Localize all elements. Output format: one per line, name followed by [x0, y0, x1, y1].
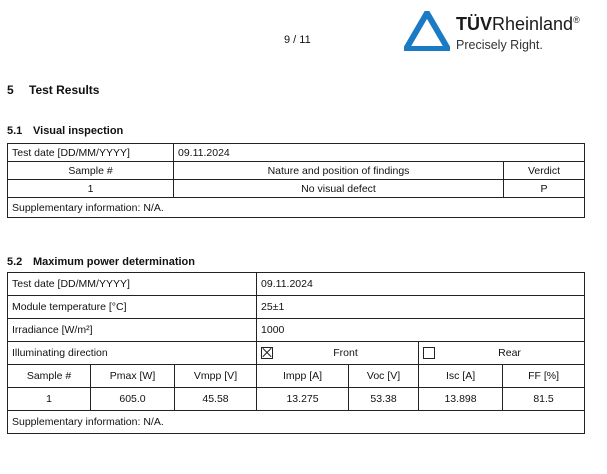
- col-findings: Nature and position of findings: [174, 162, 504, 180]
- table-row: [8, 411, 585, 434]
- table-header-row: [8, 162, 585, 180]
- front-checkbox[interactable]: [261, 347, 273, 359]
- section-number: 5: [7, 83, 14, 97]
- section-title: Test Results: [29, 83, 100, 97]
- irradiance-label: Irradiance [W/m²]: [8, 319, 257, 342]
- rear-checkbox[interactable]: [423, 347, 435, 359]
- test-date-label: Test date [DD/MM/YYYY]: [8, 273, 257, 296]
- table-row: [8, 388, 585, 411]
- test-date-label: Test date [DD/MM/YYYY]: [8, 144, 174, 162]
- visual-inspection-heading: 5.1 Visual inspection: [7, 125, 124, 137]
- col-pmax: Pmax [W]: [91, 365, 175, 388]
- table-header-row: [8, 365, 585, 388]
- col-impp: Impp [A]: [257, 365, 349, 388]
- cell-ff: 81.5: [503, 388, 585, 411]
- cell-impp: 13.275: [257, 388, 349, 411]
- table-row: [8, 296, 585, 319]
- supplementary-info: Supplementary information: N/A.: [8, 411, 585, 434]
- col-isc: Isc [A]: [419, 365, 503, 388]
- col-verdict: Verdict: [504, 162, 585, 180]
- cell-pmax: 605.0: [91, 388, 175, 411]
- test-date-value: 09.11.2024: [174, 144, 585, 162]
- irradiance-value: 1000: [257, 319, 585, 342]
- table-row: [8, 342, 585, 365]
- max-power-table: [7, 272, 585, 434]
- module-temp-value: 25±1: [257, 296, 585, 319]
- table-row: [8, 180, 585, 198]
- table-row: [8, 198, 585, 218]
- table-row: [8, 273, 585, 296]
- triangle-logo-icon: [404, 11, 450, 51]
- cell-findings: No visual defect: [174, 180, 504, 198]
- col-sample: Sample #: [8, 162, 174, 180]
- rear-option[interactable]: [419, 342, 585, 365]
- rear-label: Rear: [498, 347, 521, 359]
- front-label: Front: [333, 347, 358, 359]
- col-ff: FF [%]: [503, 365, 585, 388]
- col-sample: Sample #: [8, 365, 91, 388]
- cell-sample: 1: [8, 388, 91, 411]
- table-row: [8, 144, 585, 162]
- col-voc: Voc [V]: [349, 365, 419, 388]
- max-power-heading: 5.2 Maximum power determination: [7, 256, 195, 268]
- tuv-logo: [398, 5, 603, 63]
- logo-brand: TÜVRheinland®: [456, 14, 580, 34]
- section-heading: [7, 83, 99, 97]
- test-date-value: 09.11.2024: [257, 273, 585, 296]
- logo-tagline: Precisely Right.: [456, 38, 543, 52]
- cell-sample: 1: [8, 180, 174, 198]
- page-number: 9 / 11: [284, 34, 311, 46]
- front-option[interactable]: [257, 342, 419, 365]
- visual-inspection-table: [7, 143, 585, 218]
- cell-vmpp: 45.58: [175, 388, 257, 411]
- cell-isc: 13.898: [419, 388, 503, 411]
- table-row: [8, 319, 585, 342]
- module-temp-label: Module temperature [°C]: [8, 296, 257, 319]
- col-vmpp: Vmpp [V]: [175, 365, 257, 388]
- cell-verdict: P: [504, 180, 585, 198]
- cell-voc: 53.38: [349, 388, 419, 411]
- supplementary-info: Supplementary information: N/A.: [8, 198, 585, 218]
- illum-direction-label: Illuminating direction: [8, 342, 257, 365]
